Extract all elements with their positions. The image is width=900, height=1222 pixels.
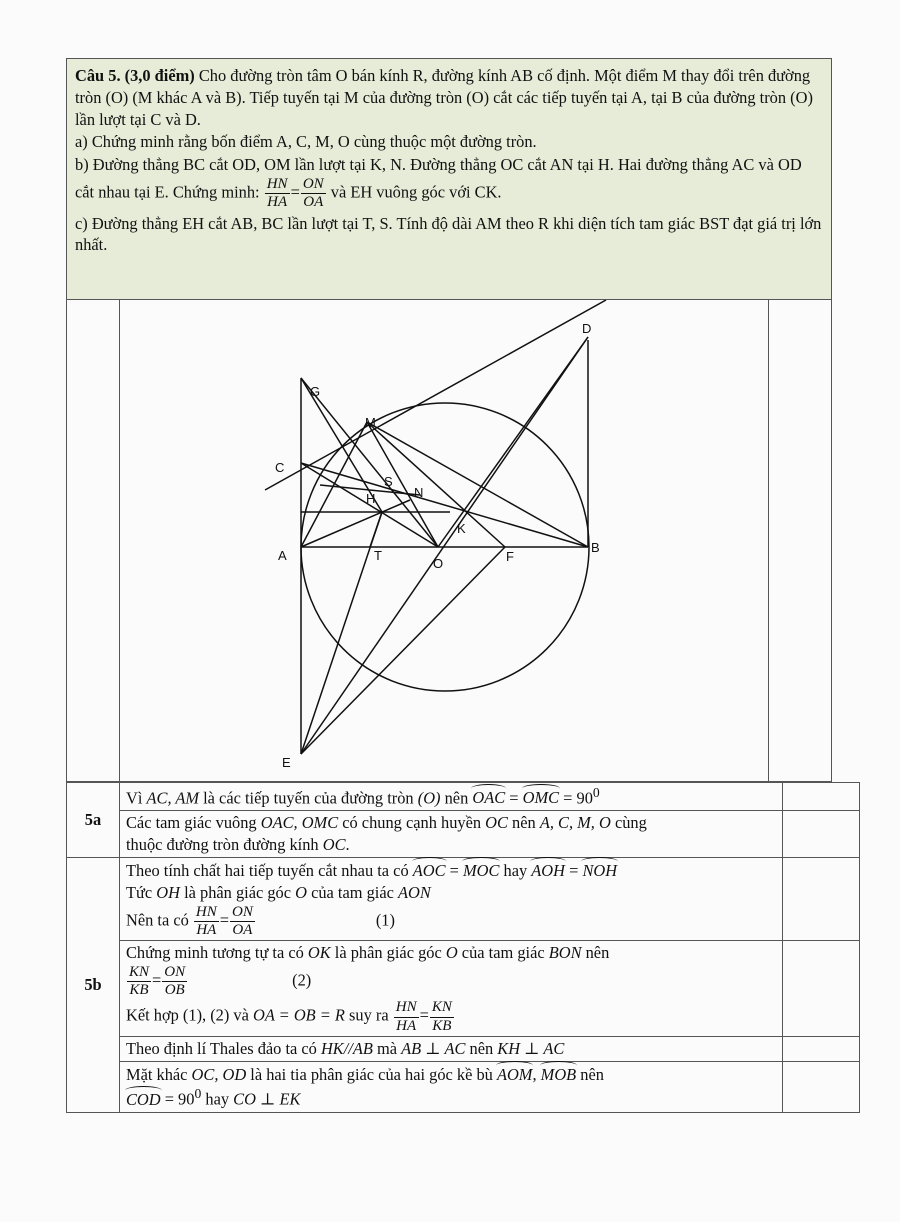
frac-num: KN xyxy=(127,964,151,982)
text: nên xyxy=(465,1038,498,1058)
text: . xyxy=(345,835,350,855)
score-cell xyxy=(783,857,860,940)
solution-line xyxy=(126,1038,776,1060)
text: (O) xyxy=(417,788,441,808)
text: hay xyxy=(201,1089,234,1109)
frac-num: ON xyxy=(230,904,255,922)
angle-aoh: AOH xyxy=(531,860,565,880)
line-mb xyxy=(367,422,588,547)
frac-den: HA xyxy=(196,921,217,938)
text: Mặt khác xyxy=(126,1064,192,1084)
text: = xyxy=(445,860,463,880)
text: nên xyxy=(576,1064,604,1084)
text: = 90 xyxy=(559,788,593,808)
text: A, C, M, O xyxy=(539,813,611,833)
label-s: S xyxy=(384,474,393,489)
fraction-hn-ha xyxy=(194,904,219,940)
frac-den: HA xyxy=(396,1017,417,1034)
text: KH ⊥ AC xyxy=(497,1038,565,1058)
frac-den: KB xyxy=(129,982,149,999)
text: Tức xyxy=(126,882,157,902)
frac-den: OB xyxy=(164,982,185,999)
angle-aoc: AOC xyxy=(412,860,446,880)
text: OC, OD xyxy=(191,1064,247,1084)
solution-line xyxy=(126,784,776,809)
text: Vì xyxy=(126,788,147,808)
solution-row xyxy=(67,1061,860,1112)
solution-line: $\frac{KN}{KB}$ = $\frac{ON}{OB}$ (2) xyxy=(129,963,312,999)
solution-line: Nên ta có $\frac{HN}{HA}$ = $\frac{ON}{OA}$ (1) xyxy=(126,903,395,938)
frac-num: ON xyxy=(162,964,187,982)
text: hay xyxy=(499,860,532,880)
row-label-5b: 5b xyxy=(67,857,120,1112)
text: OH xyxy=(156,882,180,902)
text: , xyxy=(532,1064,541,1084)
label-h: H xyxy=(366,491,376,506)
solution-line xyxy=(126,859,776,882)
label-m: M xyxy=(365,415,376,430)
label-n: N xyxy=(414,485,424,500)
solution-table xyxy=(66,782,860,1113)
text: BON xyxy=(548,943,582,963)
label-b: B xyxy=(591,540,600,555)
score-cell xyxy=(783,1061,860,1112)
text: là hai tia phân giác của hai góc kề bù xyxy=(246,1064,497,1084)
text: = xyxy=(505,788,523,808)
text: nên xyxy=(581,943,610,963)
solution-cell xyxy=(120,811,783,858)
solution-cell xyxy=(120,1061,783,1112)
text: OK xyxy=(307,943,331,963)
angle-noh: NOH xyxy=(582,860,618,880)
solution-line xyxy=(126,1085,776,1110)
text: = 90 xyxy=(160,1089,195,1109)
frac-num: HN xyxy=(194,904,219,922)
fraction-on-ob xyxy=(162,964,187,1000)
question-box xyxy=(66,58,832,300)
frac-num: HN xyxy=(265,176,290,194)
line-an xyxy=(301,500,410,547)
line-bc xyxy=(301,463,588,547)
label-a: A xyxy=(278,548,287,563)
figure-area xyxy=(119,300,769,782)
fraction-on-oa xyxy=(301,176,326,212)
solution-cell xyxy=(120,1036,783,1061)
text: O xyxy=(295,882,307,902)
solution-line: Kết hợp (1), (2) và OA = OB = R suy ra $\frac{HN}{HA}$ = $\frac{KN}{KB}$ xyxy=(126,999,452,1034)
angle-mob: MOB xyxy=(540,1064,577,1084)
angle-omc: OMC xyxy=(522,788,560,808)
text: Chứng minh tương tự ta có xyxy=(126,943,308,963)
solution-line xyxy=(126,1063,776,1086)
line-am xyxy=(301,422,367,547)
text: cùng xyxy=(610,813,647,833)
frac-num: KN xyxy=(430,999,454,1017)
text: của tam giác xyxy=(457,943,549,963)
label-f: F xyxy=(506,549,514,564)
angle-cod: COD xyxy=(126,1089,161,1109)
text: Nên ta có xyxy=(126,910,193,930)
fraction-kn-kb xyxy=(127,964,151,1000)
text: Theo định lí Thales đảo ta có xyxy=(126,1038,321,1058)
solution-row xyxy=(67,941,860,1037)
solution-line xyxy=(126,882,776,904)
equation-tag-2: (2) xyxy=(292,970,312,990)
question-part-c: c) Đường thẳng EH cắt AB, BC lần lượt tại T, S. Tính độ dài AM theo R khi diện tích tam giác BST đạt giá trị lớn nhất. xyxy=(75,213,822,255)
text: Theo tính chất hai tiếp tuyến cắt nhau ta có xyxy=(126,860,413,880)
label-e: E xyxy=(282,755,291,770)
solution-cell xyxy=(120,783,783,811)
frac-num: ON xyxy=(301,176,326,194)
fraction-hn-ha xyxy=(394,999,419,1035)
text: OAC, OMC xyxy=(260,813,339,833)
frac-den: HA xyxy=(267,194,288,211)
solution-row xyxy=(67,857,860,940)
solution-cell xyxy=(120,857,783,940)
solution-row xyxy=(67,783,860,811)
text: mà xyxy=(372,1038,402,1058)
solution-row xyxy=(67,811,860,858)
text: AC, AM xyxy=(146,788,200,808)
angle-aom: AOM xyxy=(496,1064,533,1084)
text: có chung cạnh huyền xyxy=(338,813,486,833)
label-c: C xyxy=(275,460,285,475)
text: suy ra xyxy=(344,1005,393,1025)
label-t: T xyxy=(374,548,382,563)
text: CO ⊥ EK xyxy=(233,1089,301,1109)
frac-den: KB xyxy=(432,1017,452,1034)
fraction-kn-kb xyxy=(430,999,454,1035)
text: AB ⊥ AC xyxy=(401,1038,466,1058)
text: AON xyxy=(397,882,431,902)
label-o: O xyxy=(433,556,444,571)
text: nên xyxy=(507,813,540,833)
equation-tag-1: (1) xyxy=(375,910,395,930)
fraction-on-oa xyxy=(230,904,255,940)
solution-line xyxy=(126,834,776,856)
superscript: 0 xyxy=(194,1086,202,1102)
row-label-5a: 5a xyxy=(67,783,120,858)
score-cell xyxy=(783,941,860,1037)
text: thuộc đường tròn đường kính xyxy=(126,835,323,855)
text: Kết hợp (1), (2) và xyxy=(126,1005,254,1025)
text: O xyxy=(445,943,458,963)
solution-line xyxy=(126,942,776,964)
geometry-figure xyxy=(120,300,770,782)
label-d: D xyxy=(582,321,592,336)
frac-num: HN xyxy=(394,999,419,1017)
text: là phân giác góc xyxy=(179,882,296,902)
label-g: G xyxy=(310,384,321,399)
text: OA = OB = R xyxy=(253,1005,345,1025)
line-ef xyxy=(301,547,505,754)
line-mo xyxy=(367,422,438,547)
score-cell xyxy=(783,783,860,811)
text: là các tiếp tuyến của đường tròn xyxy=(199,788,418,808)
question-part-b: b) Đường thẳng BC cắt OD, OM lần lượt tại K, N. Đường thẳng OC cắt AN tại H. Hai đường thẳng AC và OD cắt nhau tại E. Chứng minh: $\frac{HN}{HA}$ = $\frac{ON}{OA}$ và EH vuông góc với CK. xyxy=(75,155,802,211)
text: OC xyxy=(322,835,346,855)
angle-oac: OAC xyxy=(472,788,506,808)
text: của tam giác xyxy=(306,882,398,902)
question-part-b-text: b) Đường thẳng BC cắt OD, OM lần lượt tại K, N. Đường thẳng OC cắt AN tại H. Hai đường thẳng AC và OD cắt nhau tại E. Chứng minh: xyxy=(75,155,802,202)
solution-cell xyxy=(120,941,783,1037)
figure-cell xyxy=(66,300,832,782)
text: nên xyxy=(440,788,473,808)
line-eh xyxy=(301,512,382,754)
text: = xyxy=(564,860,583,880)
solution-row xyxy=(67,1036,860,1061)
question-label: Câu 5. (3,0 điểm) xyxy=(75,66,195,85)
superscript: 0 xyxy=(592,785,600,800)
text: là phân giác góc xyxy=(330,943,446,963)
text: HK//AB xyxy=(320,1038,373,1058)
label-k: K xyxy=(457,521,466,536)
frac-den: OA xyxy=(303,194,324,211)
fraction-hn-ha xyxy=(265,176,290,212)
text: OC xyxy=(485,813,508,833)
frac-den: OA xyxy=(232,921,253,938)
text: Các tam giác vuông xyxy=(126,813,261,833)
angle-moc: MOC xyxy=(462,860,500,880)
score-cell xyxy=(783,1036,860,1061)
solution-line xyxy=(126,812,776,834)
question-intro xyxy=(75,65,823,130)
score-cell xyxy=(783,811,860,858)
line-go xyxy=(301,378,438,547)
question-part-a: a) Chứng minh rằng bốn điểm A, C, M, O cùng thuộc một đường tròn. xyxy=(75,132,537,152)
question-part-b-tail: và EH vuông góc với CK. xyxy=(330,182,502,202)
question-intro-text: Cho đường tròn tâm O bán kính R, đường kính AB cố định. Một điểm M thay đổi trên đường tròn (O) (M khác A và B). Tiếp tuyến tại M của đường tròn (O) cắt các tiếp tuyến tại A, tại B của đường tròn (O) lần lượt tại C và D. xyxy=(75,66,813,129)
